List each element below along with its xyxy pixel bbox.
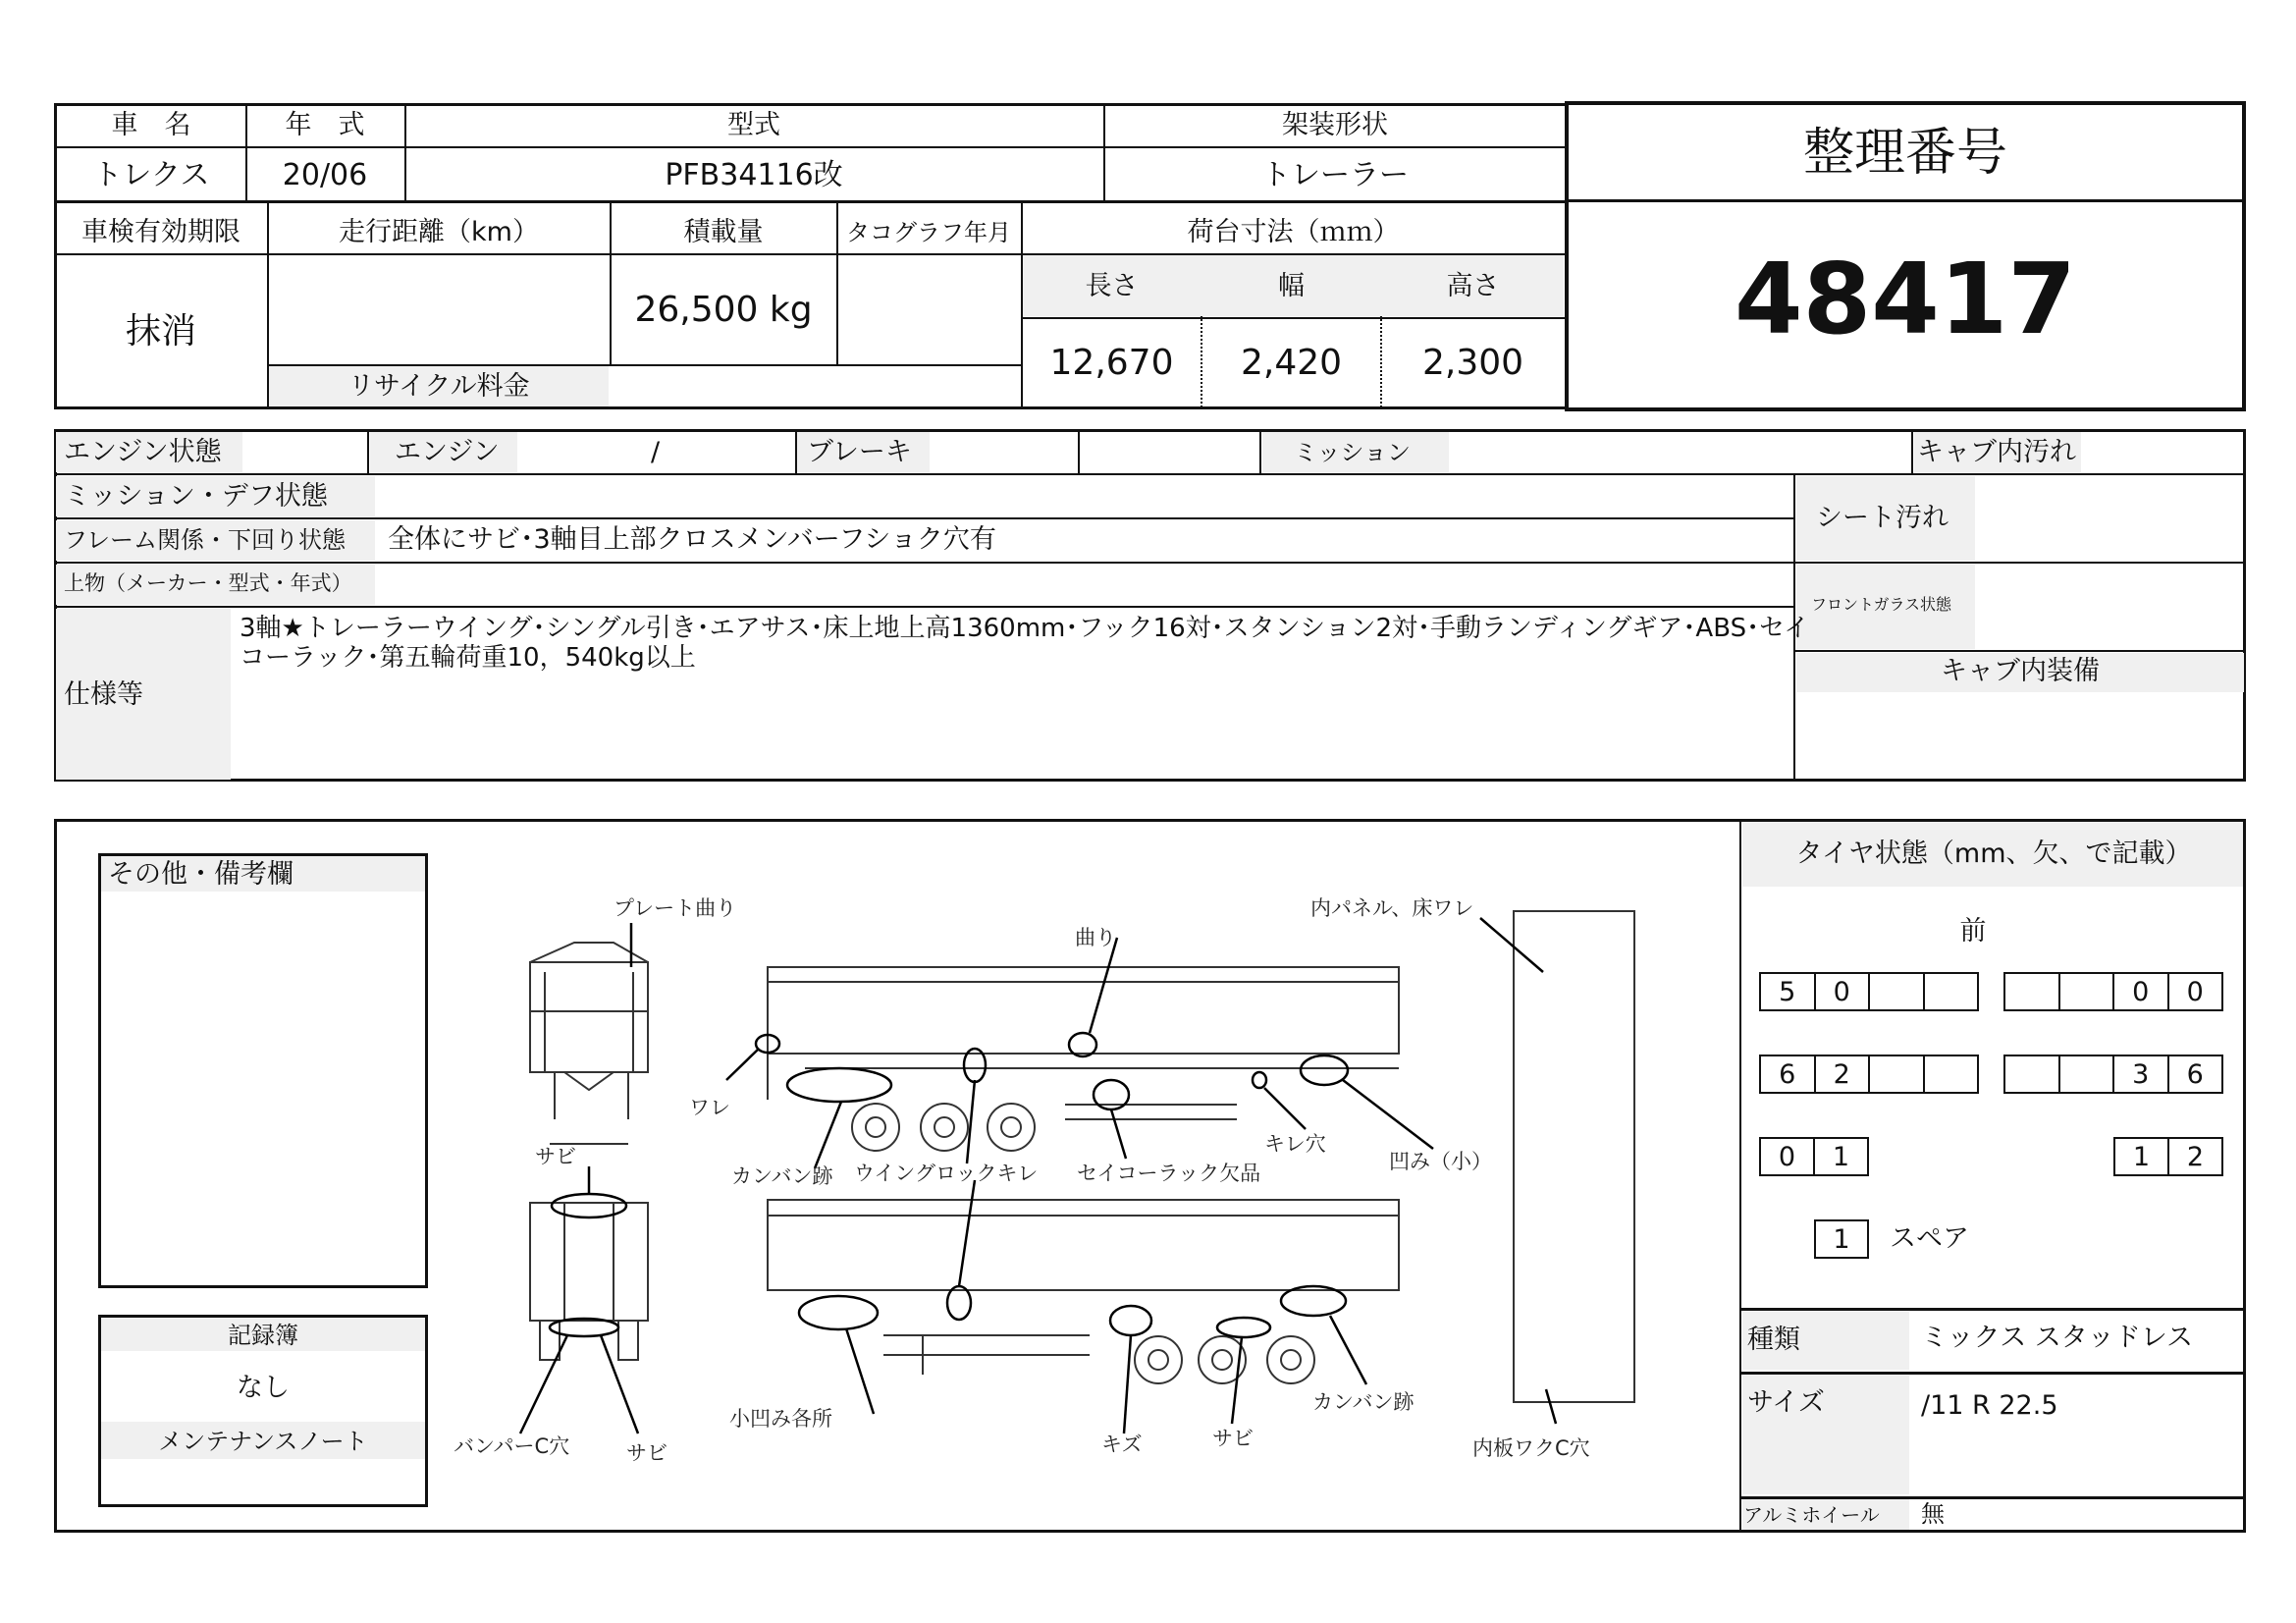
label-seiko-rack: セイコーラック欠品	[1077, 1162, 1261, 1185]
tyre-row3-right: 1 2	[2113, 1137, 2223, 1176]
tyre-row3-left: 0 1	[1759, 1137, 1869, 1176]
tyre-size-label: サイズ	[1747, 1387, 1825, 1418]
tyre-type-value: ミックス スタッドレス	[1921, 1323, 2193, 1353]
model: PFB34116改	[665, 158, 843, 192]
label-kanban-2: カンバン跡	[1312, 1390, 1415, 1414]
front-view	[530, 962, 648, 1072]
mileage-label: 走行距離（km）	[339, 217, 539, 247]
cab-dirt-label: キャブ内汚れ	[1917, 437, 2076, 467]
inspection-label: 車検有効期限	[81, 217, 240, 247]
height-value: 2,300	[1421, 343, 1524, 383]
reference-number: 48417	[1735, 242, 2076, 356]
frame-label: フレーム関係・下回り状態	[64, 526, 347, 554]
model-label: 型式	[727, 110, 780, 140]
year-label: 年 式	[285, 110, 365, 140]
label-inner-frame-hole: 内板ワクC穴	[1472, 1436, 1590, 1460]
seat-dirt-label: シート汚れ	[1816, 503, 1949, 533]
maintenance-note-label: メンテナンスノート	[158, 1428, 368, 1455]
rear-view	[530, 1203, 648, 1321]
label-cut-hole: キレ穴	[1264, 1132, 1326, 1156]
engine-state-label: エンジン状態	[64, 437, 222, 467]
width-label: 幅	[1278, 271, 1305, 301]
recycle-label: リサイクル料金	[347, 371, 530, 402]
other-notes-box	[98, 853, 428, 1288]
label-inner-panel: 内パネル、床ワレ	[1310, 896, 1474, 920]
label-bend: 曲り	[1075, 926, 1116, 949]
mission-diff-label: ミッション・デフ状態	[64, 481, 328, 512]
label-rust-3: サビ	[626, 1441, 667, 1465]
reference-label: 整理番号	[1802, 124, 2007, 183]
tacho-label: タコグラフ年月	[846, 219, 1011, 246]
label-plate-bend: プレート曲り	[614, 896, 737, 920]
body-type-label: 架装形状	[1282, 110, 1388, 140]
label-rust-2: サビ	[1212, 1427, 1254, 1450]
front-label: 前	[1959, 916, 1987, 947]
label-crack: ワレ	[689, 1096, 730, 1119]
tyre-row2-left: 6 2	[1759, 1055, 1979, 1094]
plan-view	[1514, 911, 1634, 1402]
aluminum-wheel-label: アルミホイール	[1743, 1503, 1880, 1527]
tyre-size-value: /11 R 22.5	[1921, 1390, 2058, 1421]
mission-label: ミッション	[1294, 439, 1412, 466]
capacity-label: 積載量	[683, 217, 764, 247]
label-small-dents: 小凹み各所	[729, 1407, 832, 1431]
inspection-value: 抹消	[125, 311, 196, 352]
side-view-bottom	[768, 1200, 1399, 1290]
side-view-top	[768, 967, 1399, 1054]
label-bumper-hole: バンパーC穴	[454, 1434, 570, 1458]
capacity-value: 26,500 kg	[634, 290, 813, 330]
tyre-type-label: 種類	[1747, 1325, 1800, 1355]
tyre-section-title: タイヤ状態（mm、欠、で記載）	[1795, 839, 2192, 869]
car-name-label: 車 名	[111, 110, 191, 140]
cargo-dimensions-label: 荷台寸法（ｍｍ）	[1187, 217, 1400, 247]
label-rust-1: サビ	[535, 1145, 576, 1168]
width-value: 2,420	[1240, 343, 1343, 383]
length-label: 長さ	[1085, 271, 1139, 301]
tyre-row2-right: 3 6	[2003, 1055, 2223, 1094]
cab-equipment-label: キャブ内装備	[1941, 656, 2100, 686]
tyre-row1-left: 5 0	[1759, 972, 1979, 1011]
engine-label: エンジン	[395, 437, 500, 467]
height-label: 高さ	[1446, 271, 1500, 301]
year: 20/06	[282, 158, 368, 192]
record-book-value: なし	[237, 1373, 290, 1403]
other-notes-label: その他・備考欄	[108, 859, 294, 890]
label-dent-small: 凹み（小）	[1389, 1150, 1492, 1173]
upper-body-label: 上物（メーカー・型式・年式）	[64, 571, 352, 595]
record-book-label: 記録簿	[228, 1322, 298, 1349]
aluminum-wheel-value: 無	[1921, 1500, 1945, 1528]
label-kanban-1: カンバン跡	[731, 1164, 833, 1188]
tyre-row1-right: 0 0	[2003, 972, 2223, 1011]
trailer-damage-diagram	[432, 864, 1708, 1492]
brake-label: ブレーキ	[807, 437, 912, 467]
body-type: トレーラー	[1261, 158, 1409, 192]
spare-label: スペア	[1890, 1223, 1969, 1254]
spec-line-2: コーラック･第五輪荷重10，540kg以上	[240, 643, 696, 673]
spec-label: 仕様等	[64, 679, 143, 710]
length-value: 12,670	[1049, 343, 1174, 383]
car-name: トレクス	[92, 158, 210, 192]
spec-line-1: 3軸★トレーラーウイング･シングル引き･エアサス･床上地上高1360mm･フック16対･スタンション2対･手動ランディングギア･ABS･セイ	[240, 614, 1810, 643]
label-wing-lock: ウイングロックキレ	[854, 1162, 1039, 1185]
windshield-label: フロントガラス状態	[1811, 595, 1952, 614]
spare-tyre: 1	[1814, 1219, 1869, 1259]
label-scratch: キズ	[1101, 1433, 1143, 1456]
frame-value: 全体にサビ･3軸目上部クロスメンバーフショク穴有	[388, 524, 996, 555]
engine-separator: /	[651, 437, 661, 467]
